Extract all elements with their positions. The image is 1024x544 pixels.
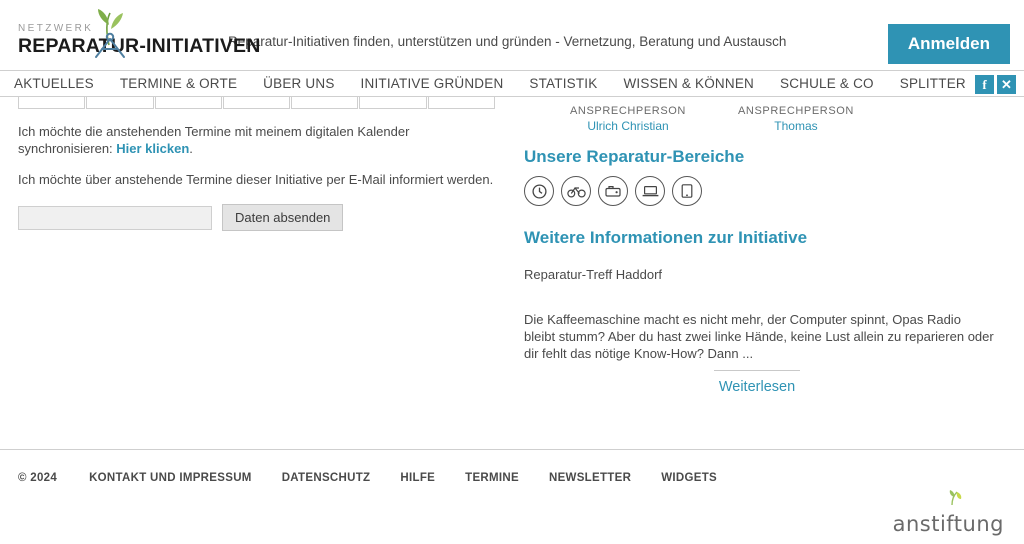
nav-item-aktuelles[interactable]: AKTUELLES — [14, 76, 94, 91]
contact-name-link[interactable]: Ulrich Christian — [587, 119, 669, 133]
laptop-repair-icon[interactable] — [635, 176, 665, 206]
form-stub-3[interactable] — [155, 97, 222, 109]
left-column — [0, 97, 512, 449]
tablet-repair-icon[interactable] — [672, 176, 702, 206]
divider-line — [714, 370, 800, 371]
repair-areas-icons — [524, 176, 1008, 206]
initiative-name: Reparatur-Treff Haddorf — [524, 267, 663, 282]
copyright-text: © 2024 — [18, 472, 58, 484]
right-column — [512, 97, 1024, 449]
calendar-sync-text — [18, 123, 496, 157]
read-more-block — [524, 370, 1008, 396]
email-notify-text: Ich möchte über anstehende Termine dieser Initiative per E-Mail informiert werden. — [18, 172, 494, 187]
sponsor-name: anstiftung — [892, 512, 1004, 536]
wrench-plant-logo-icon — [80, 5, 140, 63]
nav-item-wissen-koennen[interactable]: WISSEN & KÖNNEN — [623, 76, 754, 91]
form-stub-6[interactable] — [359, 97, 426, 109]
site-tagline: Reparatur-Initiativen finden, unterstützen und gründen - Vernetzung, Beratung und Austausch — [228, 33, 787, 49]
site-footer — [0, 449, 1024, 544]
contact-name-link[interactable]: Thomas — [774, 119, 818, 133]
initiative-description: Die Kaffeemaschine macht es nicht mehr, der Computer spinnt, Opas Radio bleibt stumm? Aber du hast zwei linke Hände, keine Lust allein zu reparieren oder dir fehlt das nötige Know-How? Dann ... — [524, 312, 994, 361]
logo-top-line: NETZWERK — [18, 23, 94, 34]
twitter-x-icon[interactable]: ✕ — [997, 75, 1016, 94]
calendar-sync-link[interactable]: Hier klicken — [116, 141, 190, 156]
site-logo[interactable] — [18, 13, 261, 57]
clock-repair-icon[interactable] — [524, 176, 554, 206]
facebook-icon[interactable]: f — [975, 75, 994, 94]
contact-persons — [524, 97, 1008, 133]
submit-data-button[interactable]: Daten absenden — [222, 204, 343, 231]
footer-link-kontakt-impressum[interactable]: KONTAKT UND IMPRESSUM — [89, 472, 252, 484]
logo-main-line: REPARATUR-INITIATIVEN — [18, 35, 261, 57]
email-subscribe-form — [18, 204, 496, 231]
nav-item-statistik[interactable]: STATISTIK — [529, 76, 598, 91]
form-field-row-top — [18, 97, 496, 109]
nav-item-termine-orte[interactable]: TERMINE & ORTE — [119, 76, 238, 91]
nav-item-schule-co[interactable]: SCHULE & CO — [780, 76, 874, 91]
contact-person-1 — [570, 105, 686, 133]
contact-person-2 — [738, 105, 854, 133]
footer-link-datenschutz[interactable]: DATENSCHUTZ — [281, 472, 371, 484]
social-links — [975, 71, 1016, 97]
form-stub-4[interactable] — [223, 97, 290, 109]
site-header — [0, 0, 1024, 70]
form-stub-1[interactable] — [18, 97, 85, 109]
form-stub-5[interactable] — [291, 97, 358, 109]
calendar-sync-suffix: . — [189, 141, 193, 156]
nav-item-ueber-uns[interactable]: ÜBER UNS — [263, 76, 335, 91]
bicycle-repair-icon[interactable] — [561, 176, 591, 206]
main-navigation — [0, 70, 1024, 97]
footer-link-hilfe[interactable]: HILFE — [400, 472, 436, 484]
email-input[interactable] — [18, 206, 212, 230]
footer-link-newsletter[interactable]: NEWSLETTER — [548, 472, 632, 484]
toaster-repair-icon[interactable] — [598, 176, 628, 206]
nav-item-initiative-gruenden[interactable]: INITIATIVE GRÜNDEN — [360, 76, 504, 91]
contact-role-label: ANSPRECHPERSON — [570, 105, 686, 117]
form-stub-2[interactable] — [86, 97, 153, 109]
form-stub-7[interactable] — [428, 97, 495, 109]
nav-item-splitter[interactable]: SPLITTER — [899, 76, 966, 91]
login-button[interactable]: Anmelden — [888, 24, 1010, 64]
further-info-title: Weitere Informationen zur Initiative — [524, 228, 808, 247]
contact-role-label: ANSPRECHPERSON — [737, 105, 854, 117]
footer-links — [18, 450, 1008, 484]
read-more-link[interactable]: Weiterlesen — [718, 379, 796, 395]
page-content — [0, 97, 1024, 449]
sponsor-sprout-icon — [926, 489, 970, 507]
footer-link-termine[interactable]: TERMINE — [465, 472, 519, 484]
calendar-sync-label: Ich möchte die anstehenden Termine mit meinem digitalen Kalender synchronisieren: — [18, 124, 410, 156]
footer-link-widgets[interactable]: WIDGETS — [661, 472, 717, 484]
repair-areas-title: Unsere Reparatur-Bereiche — [524, 147, 745, 166]
sponsor-logo[interactable] — [893, 489, 1004, 536]
